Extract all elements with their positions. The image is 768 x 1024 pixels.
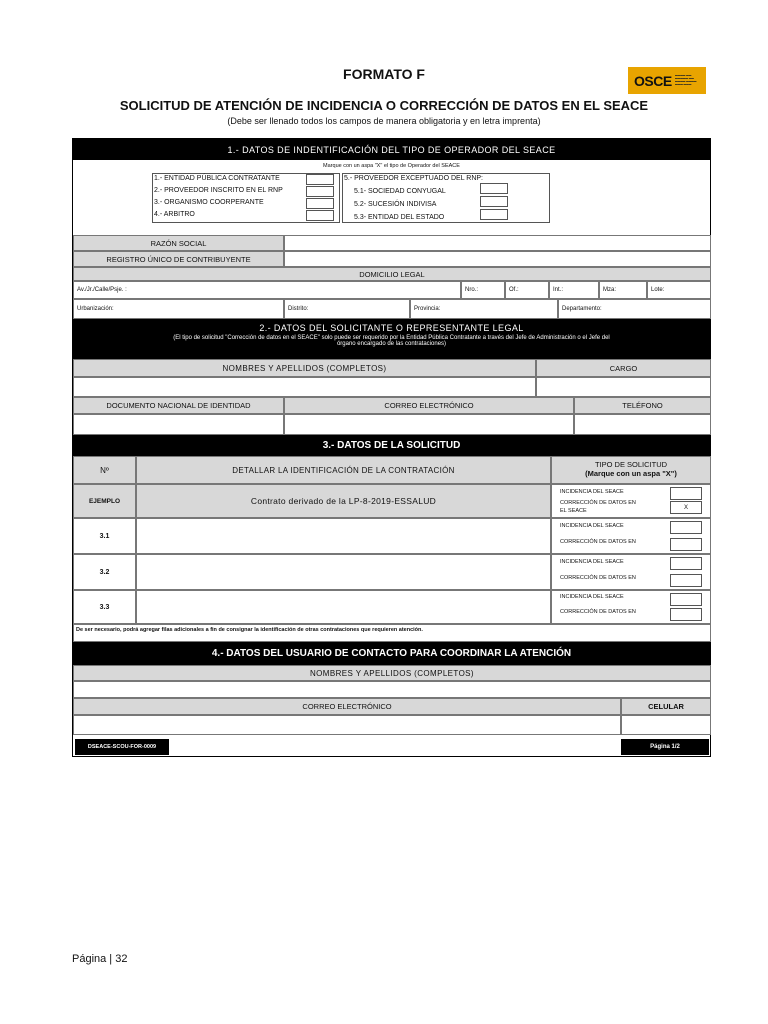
row-3-1-incidencia-checkbox[interactable]: [670, 521, 702, 534]
contacto-correo-field[interactable]: [73, 715, 621, 735]
cargo-label: CARGO: [536, 359, 711, 377]
ejemplo-contratacion: Contrato derivado de la LP-8-2019-ESSALUD: [136, 484, 551, 518]
operator-option-2: 2.- PROVEEDOR INSCRITO EN EL RNP: [154, 187, 283, 194]
checkbox-entidad-estado[interactable]: [480, 209, 508, 220]
row-3-2-number: 3.2: [73, 554, 136, 590]
contacto-correo-label: CORREO ELECTRÓNICO: [73, 698, 621, 715]
ejemplo-correccion-label-2: EL SEACE: [560, 508, 587, 514]
logo-mark: OSCE: [634, 73, 672, 89]
section-2-title: 2.- DATOS DEL SOLICITANTE O REPRESENTANTE LEGAL: [259, 323, 524, 333]
ejemplo-label: EJEMPLO: [73, 484, 136, 518]
operator-option-5-2: 5.2- SUCESIÓN INDIVISA: [354, 201, 437, 208]
direccion-field[interactable]: Av./Jr./Calle/Psje. :: [73, 281, 461, 299]
tipo-solicitud-title: TIPO DE SOLICITUD: [594, 460, 668, 469]
ruc-label: REGISTRO ÚNICO DE CONTRIBUYENTE: [73, 251, 284, 267]
row-3-1-tipo-cell: [551, 518, 711, 554]
operator-option-1: 1.- ENTIDAD PÚBLICA CONTRATANTE: [154, 175, 280, 182]
section-2-note-line-1: (El tipo de solicitud "Corrección de datos en el SEACE" solo puede ser requerido por la Entidad Pública Contratante a través del Jefe de Administración o el Jefe del: [173, 335, 610, 341]
contacto-celular-field[interactable]: [621, 715, 711, 735]
form-page-number: Página 1/2: [621, 739, 709, 755]
section-1-header: 1.- DATOS DE INDENTIFICACIÓN DEL TIPO DE OPERADOR DEL SEACE: [73, 139, 710, 160]
checkbox-proveedor-inscrito[interactable]: [306, 186, 334, 197]
mza-field[interactable]: Mza:: [599, 281, 647, 299]
page-footer: Página | 32: [72, 953, 128, 965]
checkbox-sociedad-conyugal[interactable]: [480, 183, 508, 194]
int-field[interactable]: Int.:: [549, 281, 599, 299]
row-3-1-incidencia-label: INCIDENCIA DEL SEACE: [560, 523, 624, 529]
ejemplo-incidencia-label: INCIDENCIA DEL SEACE: [560, 489, 624, 495]
domicilio-legal-label: DOMICILIO LEGAL: [73, 267, 711, 281]
form-code: DSEACE-SCOU-FOR-0009: [75, 739, 169, 755]
ruc-field[interactable]: [284, 251, 711, 267]
operator-option-5: 5.- PROVEEDOR EXCEPTUADO DEL RNP:: [344, 175, 483, 182]
row-3-3-tipo-cell: [551, 590, 711, 624]
section-4-header: 4.- DATOS DEL USUARIO DE CONTACTO PARA COORDINAR LA ATENCIÓN: [73, 642, 710, 665]
dni-field[interactable]: [73, 414, 284, 435]
operator-option-5-1: 5.1- SOCIEDAD CONYUGAL: [354, 188, 446, 195]
logo-fine-print: ▬▬▬▬ ▬▬ ▬▬▬▬▬ ▬▬ ▬▬▬▬ ▬▬▬▬ ▬▬▬ ▬▬▬: [675, 74, 697, 86]
nombres-field[interactable]: [73, 377, 536, 397]
nombres-label: NOMBRES Y APELLIDOS (COMPLETOS): [73, 359, 536, 377]
checkbox-sucesion-indivisa[interactable]: [480, 196, 508, 207]
contacto-nombres-field[interactable]: [73, 681, 711, 698]
provincia-field[interactable]: Provincia:: [410, 299, 558, 319]
osce-logo: [628, 67, 706, 94]
row-3-1-number: 3.1: [73, 518, 136, 554]
departamento-field[interactable]: Departamento:: [558, 299, 711, 319]
form-container: [72, 138, 711, 757]
operator-option-4: 4.- ARBITRO: [154, 211, 195, 218]
row-3-3-contratacion-field[interactable]: [136, 590, 551, 624]
document-title: SOLICITUD DE ATENCIÓN DE INCIDENCIA O CORRECCIÓN DE DATOS EN EL SEACE: [119, 98, 649, 113]
row-3-2-contratacion-field[interactable]: [136, 554, 551, 590]
row-3-3-incidencia-checkbox[interactable]: [670, 593, 702, 606]
ejemplo-correccion-label-1: CORRECCIÓN DE DATOS EN: [560, 500, 636, 506]
checkbox-arbitro[interactable]: [306, 210, 334, 221]
numero-col-header: Nº: [73, 456, 136, 484]
ejemplo-tipo-cell: [551, 484, 711, 518]
contacto-nombres-label: NOMBRES Y APELLIDOS (COMPLETOS): [73, 665, 711, 681]
checkbox-organismo-cooperante[interactable]: [306, 198, 334, 209]
nro-field[interactable]: Nro.:: [461, 281, 505, 299]
contacto-celular-label: CELULAR: [621, 698, 711, 715]
section-2-note-line-2: órgano encargado de las contrataciones): [336, 341, 447, 347]
document-subtitle: (Debe ser llenado todos los campos de manera obligatoria y en letra imprenta): [227, 116, 541, 126]
row-3-3-correccion-checkbox[interactable]: [670, 608, 702, 621]
correo-field[interactable]: [284, 414, 574, 435]
dni-label: DOCUMENTO NACIONAL DE IDENTIDAD: [73, 397, 284, 414]
cargo-field[interactable]: [536, 377, 711, 397]
urbanizacion-field[interactable]: Urbanización:: [73, 299, 284, 319]
row-3-2-correccion-label: CORRECCIÓN DE DATOS EN: [560, 575, 636, 581]
tipo-solicitud-instr: (Marque con un aspa "X"): [585, 469, 677, 478]
filas-adicionales-note: De ser necesario, podrá agregar filas adicionales a fin de consignar la identificación de otras contrataciones que requieren atención.: [73, 624, 711, 642]
lote-field[interactable]: Lote:: [647, 281, 711, 299]
tipo-solicitud-col-header: [551, 456, 711, 484]
row-3-3-correccion-label: CORRECCIÓN DE DATOS EN: [560, 609, 636, 615]
row-3-2-incidencia-label: INCIDENCIA DEL SEACE: [560, 559, 624, 565]
detalle-col-header: DETALLAR LA IDENTIFICACIÓN DE LA CONTRATACIÓN: [136, 456, 551, 484]
of-field[interactable]: Of.:: [505, 281, 549, 299]
ejemplo-incidencia-checkbox: [670, 487, 702, 500]
razon-social-field[interactable]: [284, 235, 711, 251]
section-2-header: [73, 319, 710, 359]
distrito-field[interactable]: Distrito:: [284, 299, 410, 319]
telefono-label: TELÉFONO: [574, 397, 711, 414]
telefono-field[interactable]: [574, 414, 711, 435]
row-3-3-incidencia-label: INCIDENCIA DEL SEACE: [560, 594, 624, 600]
operator-instructions: Marque con un aspa "X" el tipo de Operador del SEACE: [323, 163, 460, 169]
correo-label: CORREO ELECTRÓNICO: [284, 397, 574, 414]
row-3-1-correccion-label: CORRECCIÓN DE DATOS EN: [560, 539, 636, 545]
row-3-3-number: 3.3: [73, 590, 136, 624]
row-3-2-correccion-checkbox[interactable]: [670, 574, 702, 587]
checkbox-entidad-publica[interactable]: [306, 174, 334, 185]
row-3-1-correccion-checkbox[interactable]: [670, 538, 702, 551]
row-3-2-tipo-cell: [551, 554, 711, 590]
razon-social-label: RAZÓN SOCIAL: [73, 235, 284, 251]
row-3-2-incidencia-checkbox[interactable]: [670, 557, 702, 570]
formato-label: FORMATO F: [343, 66, 425, 82]
section-3-header: 3.- DATOS DE LA SOLICITUD: [73, 435, 710, 456]
ejemplo-correccion-checkbox: X: [670, 501, 702, 514]
row-3-1-contratacion-field[interactable]: [136, 518, 551, 554]
operator-option-3: 3.- ORGANISMO COORPERANTE: [154, 199, 264, 206]
operator-option-5-3: 5.3- ENTIDAD DEL ESTADO: [354, 214, 445, 221]
